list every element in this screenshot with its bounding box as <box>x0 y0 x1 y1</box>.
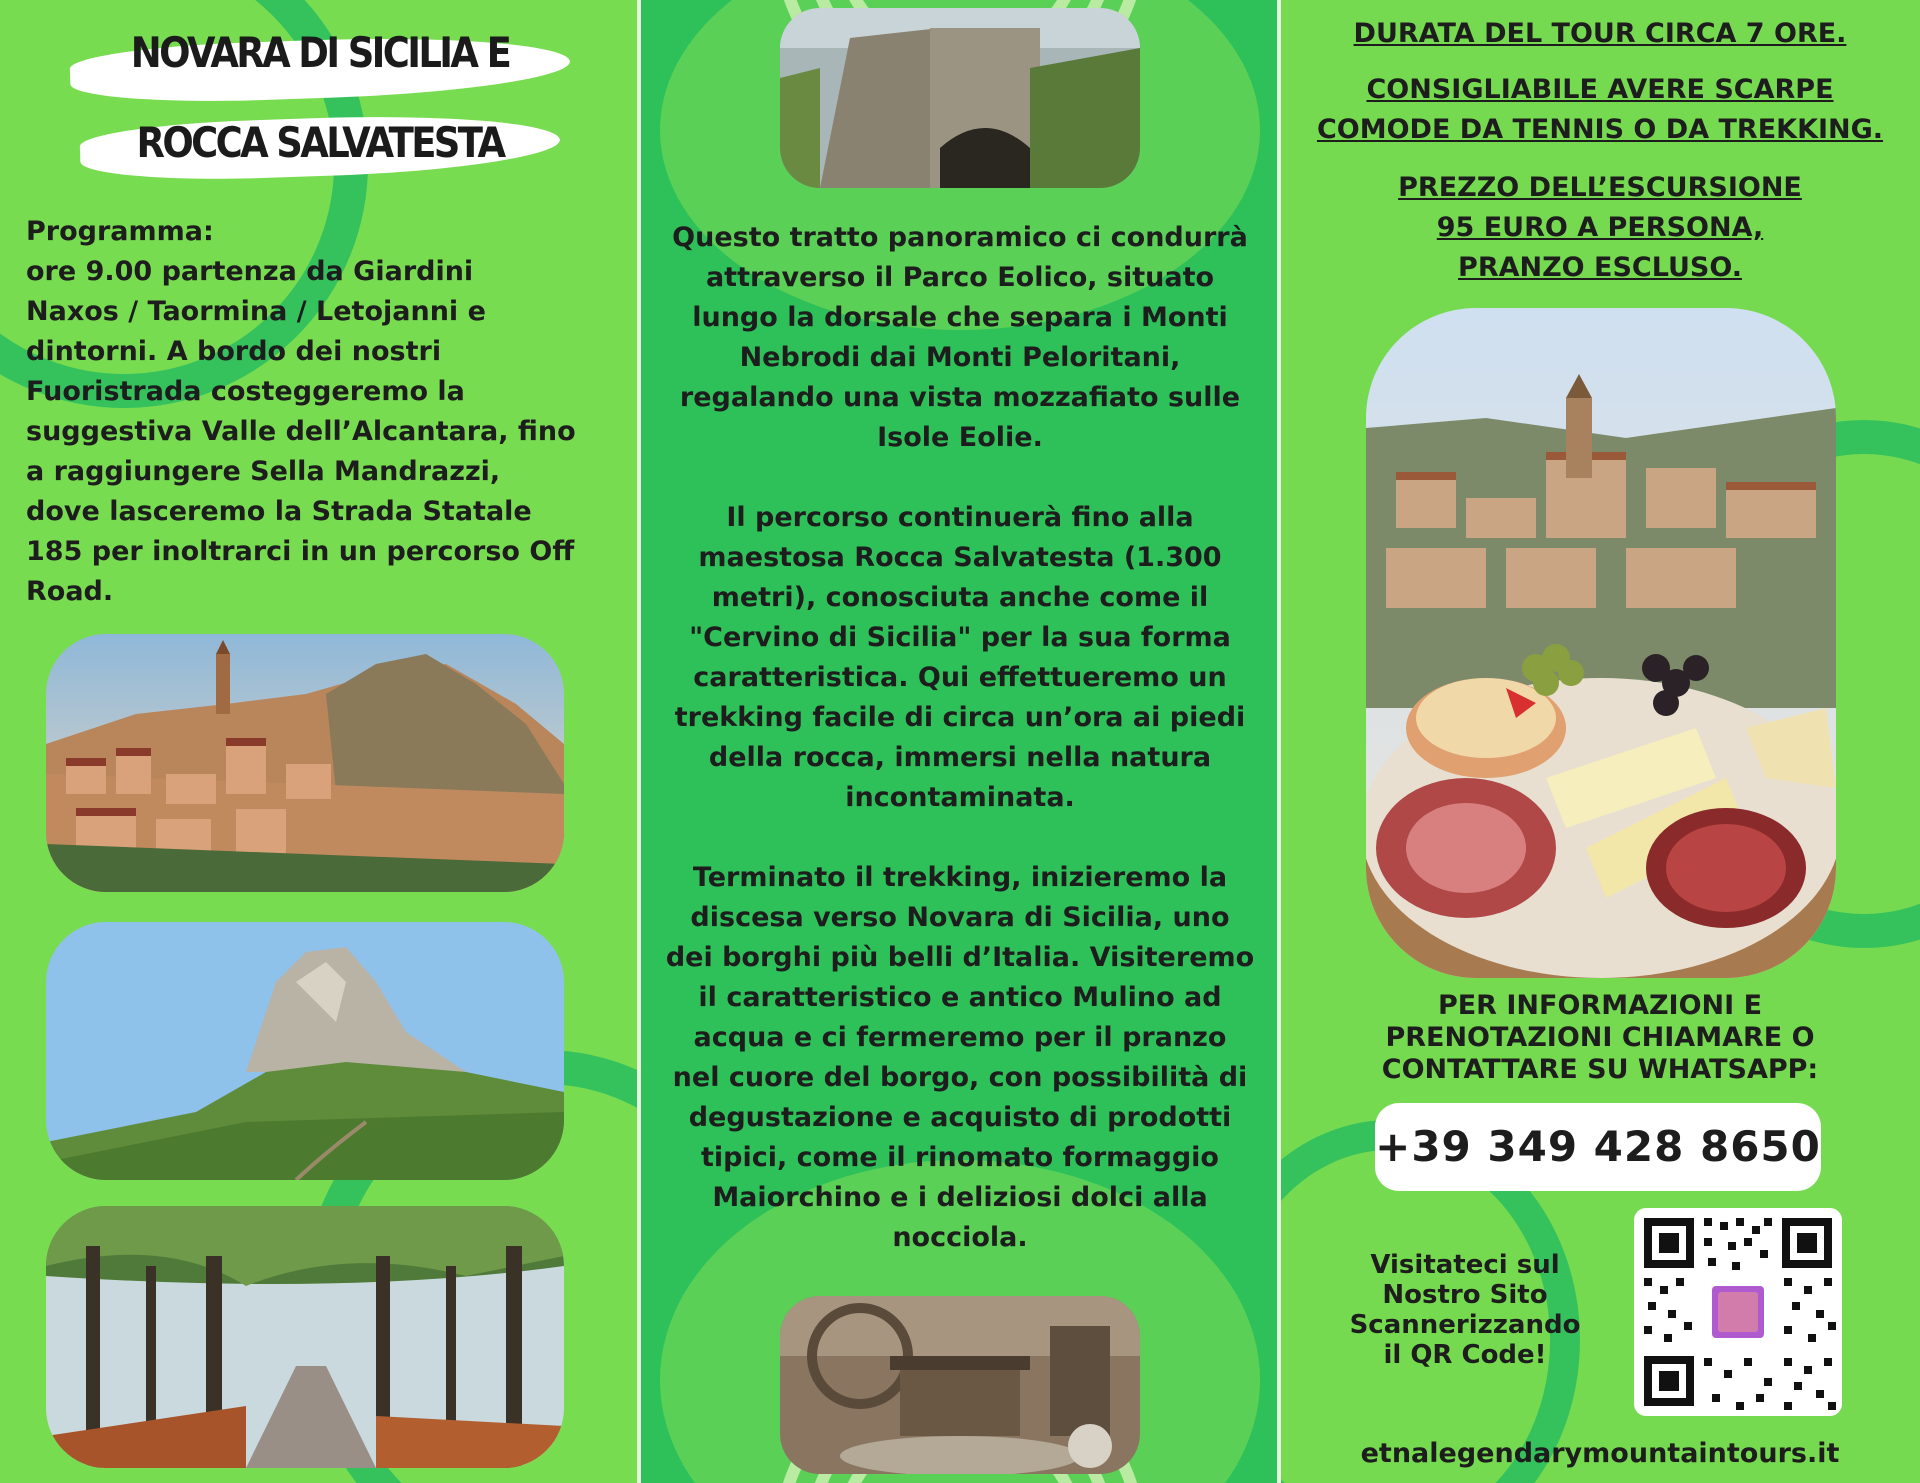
visit-line: il QR Code! <box>1383 1340 1547 1370</box>
middle-line: discesa verso Novara di Sicilia, uno <box>690 902 1230 933</box>
info-line: CONTATTARE SU WHATSAPP: <box>1381 1054 1819 1085</box>
middle-paragraph-3 <box>652 858 1268 1258</box>
middle-line: maestosa Rocca Salvatesta (1.300 <box>698 542 1222 573</box>
visit-line: Visitateci sul <box>1370 1250 1560 1280</box>
middle-panel <box>640 0 1280 1483</box>
middle-line: Maiorchino e i deliziosi dolci alla <box>712 1182 1208 1213</box>
program-line: dove lasceremo la Strada Statale <box>26 496 532 527</box>
panel-divider <box>1277 0 1281 1483</box>
duration-text: DURATA DEL TOUR CIRCA 7 ORE. <box>1353 18 1847 49</box>
village-photo <box>46 634 564 892</box>
price-line: PRANZO ESCLUSO. <box>1458 252 1742 283</box>
middle-line: Terminato il trekking, inizieremo la <box>692 862 1228 893</box>
middle-line: metri), conosciuta anche come il <box>711 582 1209 613</box>
middle-line: Isole Eolie. <box>877 422 1043 453</box>
title-line-2: ROCCA SALVATESTA <box>136 118 504 167</box>
stone-gate-photo <box>780 8 1140 188</box>
food-platter-photo <box>1366 308 1836 978</box>
middle-line: lungo la dorsale che separa i Monti <box>692 302 1228 333</box>
program-line: dintorni. A bordo dei nostri <box>26 336 442 367</box>
info-line: PRENOTAZIONI CHIAMARE O <box>1385 1022 1815 1053</box>
visit-line: Nostro Sito <box>1382 1280 1548 1310</box>
qr-code[interactable] <box>1634 1208 1842 1416</box>
program-text <box>26 212 616 612</box>
middle-line: tipici, come il rinomato formaggio <box>701 1142 1219 1173</box>
program-line: ore 9.00 partenza da Giardini <box>26 256 474 287</box>
middle-line: il caratteristico e antico Mulino ad <box>698 982 1222 1013</box>
middle-line: acqua e ci fermeremo per il pranzo <box>693 1022 1227 1053</box>
middle-line: Nebrodi dai Monti Peloritani, <box>739 342 1181 373</box>
middle-line: Questo tratto panoramico ci condurrà <box>672 222 1248 253</box>
program-line: a raggiungere Sella Mandrazzi, <box>26 456 501 487</box>
middle-line: nocciola. <box>892 1222 1028 1253</box>
middle-line: "Cervino di Sicilia" per la sua forma <box>689 622 1231 653</box>
middle-line: degustazione e acquisto di prodotti <box>688 1102 1232 1133</box>
title-line-1: NOVARA DI SICILIA E <box>130 28 510 77</box>
left-panel <box>0 0 640 1483</box>
program-line: Road. <box>26 576 114 607</box>
info-line: PER INFORMAZIONI E <box>1437 990 1763 1021</box>
middle-line: caratteristica. Qui effettueremo un <box>693 662 1227 693</box>
visit-line: Scannerizzando <box>1349 1310 1581 1340</box>
middle-line: regalando una vista mozzafiato sulle <box>679 382 1241 413</box>
price-line: PREZZO DELL’ESCURSIONE <box>1398 172 1802 203</box>
middle-line: attraverso il Parco Eolico, situato <box>705 262 1215 293</box>
middle-line: della rocca, immersi nella natura <box>708 742 1212 773</box>
program-line: Programma: <box>26 216 214 247</box>
middle-line: trekking facile di circa un’ora ai piedi <box>674 702 1246 733</box>
rocca-salvatesta-photo <box>46 922 564 1180</box>
middle-line: nel cuore del borgo, con possibilità di <box>672 1062 1248 1093</box>
price-info <box>1280 168 1920 288</box>
program-line: Fuoristrada costeggeremo la <box>26 376 465 407</box>
middle-paragraph-1 <box>652 218 1268 458</box>
qr-code-icon <box>1634 1208 1842 1416</box>
middle-line: Il percorso continuerà fino alla <box>726 502 1194 533</box>
forest-photo <box>46 1206 564 1468</box>
panel-divider <box>637 0 641 1483</box>
program-line: 185 per inoltrarci in un percorso Off <box>26 536 575 567</box>
price-line: 95 EURO A PERSONA, <box>1436 212 1764 243</box>
website-link[interactable]: etnalegendarymountaintours.it <box>1360 1438 1840 1469</box>
middle-line: incontaminata. <box>845 782 1075 813</box>
middle-line: dei borghi più belli d’Italia. Visiteremo <box>665 942 1255 973</box>
middle-paragraph-2 <box>652 498 1268 818</box>
shoes-line: COMODE DA TENNIS O DA TREKKING. <box>1316 114 1884 145</box>
visit-website-text <box>1330 1250 1600 1370</box>
tour-duration <box>1280 14 1920 54</box>
phone-number[interactable]: +39 349 428 8650 <box>1375 1103 1821 1191</box>
program-line: suggestiva Valle dell’Alcantara, fino <box>26 416 576 447</box>
shoes-line: CONSIGLIABILE AVERE SCARPE <box>1366 74 1834 105</box>
shoes-advice <box>1280 70 1920 150</box>
program-line: Naxos / Taormina / Letojanni e <box>26 296 486 327</box>
booking-info <box>1280 990 1920 1086</box>
water-mill-photo <box>780 1296 1140 1474</box>
